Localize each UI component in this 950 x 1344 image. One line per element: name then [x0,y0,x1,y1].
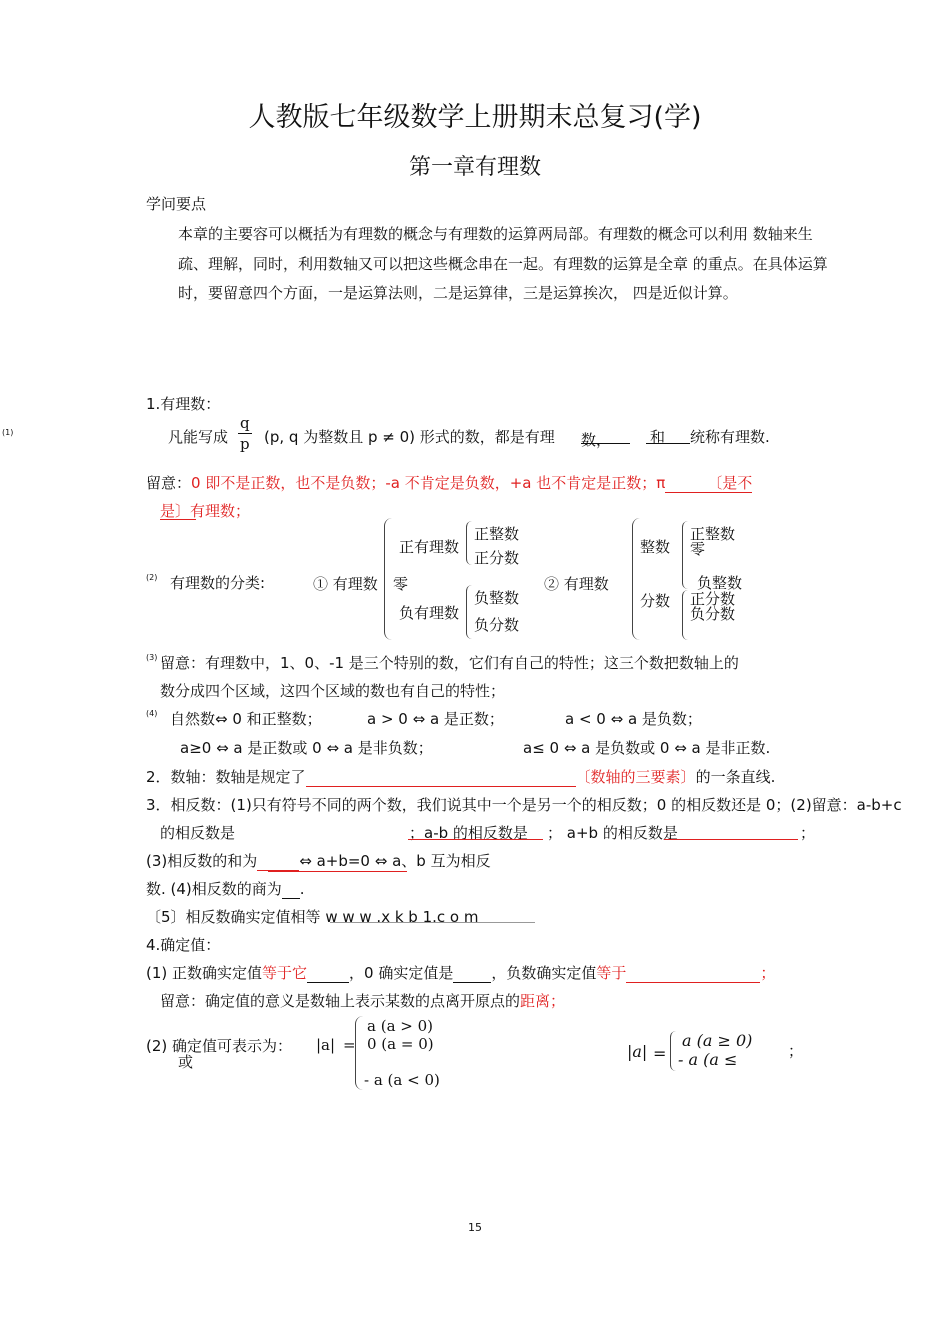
numberline-line: 2．数轴：数轴是规定了 〔数轴的三要素〕的一条直线. [146,768,776,786]
m2-integer: 整数 [640,538,671,556]
opposite-line3: (3)相反数的和为 ⇔ a+b=0 ⇔ a、b 互为相反 [146,852,491,870]
item1-condition: (p, q 为整数且 p ≠ 0) 形式的数，都是有理 [264,428,555,446]
item4-marker: (4) [146,709,158,718]
item3-line2: 数分成四个区域，这四个区域的数也有自己的特性； [160,682,506,700]
alt-abs-equals: = [653,1044,667,1063]
page-number: 15 [468,1221,482,1234]
item1-and: 和 [650,428,666,446]
opposite-blank2 [664,839,798,840]
alt-end: ； [788,1042,804,1060]
opposite-line2-d: ； [800,824,816,842]
item4-line1-b: a > 0 ⇔ a 是正数； [367,710,504,728]
abs-expression: |a| [316,1036,336,1054]
m1-negative: 负有理数 [399,604,460,622]
opposite-line2-b: ；a-b 的相反数是 [409,824,528,842]
m1-positive-frac: 正分数 [474,549,520,567]
m1-negative-int: 负整数 [474,589,520,607]
absolute-heading: 4.确定值： [146,936,221,954]
opposite-sum-underline [268,871,407,872]
item1-note-line2: 是〕有理数； [160,502,251,520]
item4-line1-a: 自然数⇔ 0 和正整数； [170,710,322,728]
abs-case3: - a (a < 0) [364,1071,440,1089]
m2-fraction-pos: 正分数 [690,590,736,608]
item4-line2-a: a≥0 ⇔ a 是正数或 0 ⇔ a 是非负数； [180,739,433,757]
m2-fraction: 分数 [640,592,671,610]
chapter-title: 第一章有理数 [408,155,541,180]
classification-label: 有理数的分类: [170,574,266,592]
m2-integer-zero: 零 [690,540,706,558]
alt-case2: - a (a ≤ [678,1050,738,1069]
method2-label: ② 有理数 [544,575,609,593]
opposite-line5-underline [330,922,535,923]
item2-marker: (2) [146,573,158,582]
m1-zero: 零 [393,575,409,593]
item1-text-before: 凡能写成 [168,428,229,446]
item1-blank2 [646,426,690,444]
abs-equals: = [343,1036,356,1054]
item4-line2-b: a≤ 0 ⇔ a 是负数或 0 ⇔ a 是非正数. [523,739,771,757]
item1-fraction [238,413,252,454]
intro-paragraph: 本章的主要容可以概括为有理数的概念与有理数的运算两局部。有理数的概念可以利用 数轴来生疏、理解，同时，利用数轴又可以把这些概念串在一起。有理数的运算是全章 的重点。在具体运算时，要留意四个方面，一是运算法则，二是运算律，三是运算挨次， 四是近似计算。 [178,225,828,302]
item3-line1: 留意：有理数中，1、0、-1 是三个特别的数，它们有自己的特性；这三个数把数轴上的 [160,654,739,672]
alt-case1: a (a ≥ 0) [682,1031,753,1050]
m1-positive: 正有理数 [399,538,460,556]
m1-negative-frac: 负分数 [474,616,520,634]
item1-note: 留意：0 即不是正数，也不是负数；-a 不肯定是负数，+a 也不肯定是正数；π 〔是不 [146,474,753,492]
m2-integer-neg: 负整数 [697,574,743,592]
abs-cases-brace [355,1016,364,1090]
opposite-blank1 [408,839,543,840]
absolute-line1: (1) 正数确实定值等于它 ，0 确实定值是 ，负数确实定值等于 ； [146,964,776,982]
page-title: 人教版七年级数学上册期末总复习(学) [248,102,702,133]
m1-positive-brace [466,521,473,565]
absolute-line3-or: 或 [178,1053,194,1071]
fraction-denominator: p [240,435,250,453]
m1-positive-int: 正整数 [474,525,520,543]
item4-line1-c: a < 0 ⇔ a 是负数； [565,710,702,728]
item3-marker: (3) [146,653,158,662]
alt-cases-brace [670,1031,677,1071]
abs-case2: 0 (a = 0) [367,1035,434,1053]
alt-abs-expression: |a| [627,1042,648,1061]
absolute-line2: 留意：确定值的意义是数轴上表示某数的点离开原点的距离； [160,992,566,1010]
opposite-line2-c: ； a+b 的相反数是 [547,824,678,842]
item1-tail: 统称有理数. [690,428,770,446]
m2-integer-brace [682,521,689,589]
opposite-line4: 数. (4)相反数的商为 . [146,880,305,898]
absolute-line3-a: (2) 确定值可表示为： [146,1037,293,1055]
method1-label: ① 有理数 [313,575,378,593]
m2-integer-pos: 正整数 [690,525,736,543]
section-label: 学问要点 [146,195,207,213]
item1-heading: 1.有理数： [146,395,221,413]
m1-negative-brace [466,585,473,639]
opposite-line2-a: 的相反数是 [160,824,236,842]
m2-fraction-neg: 负分数 [690,605,736,623]
abs-case1: a (a > 0) [367,1017,434,1035]
fraction-numerator: q [240,414,250,432]
opposite-line1: 3．相反数：(1)只有符号不同的两个数，我们说其中一个是另一个的相反数；0 的相反数还是 0；(2)留意：a-b+c [146,796,902,814]
opposite-line5: 〔5〕相反数确实定值相等 w w w .x k b 1.c o m [146,908,479,926]
note-underline [160,519,196,520]
item1-marker: (1) [2,428,14,437]
item1-blank1: 数， [581,426,630,444]
m2-fraction-brace [682,590,689,640]
